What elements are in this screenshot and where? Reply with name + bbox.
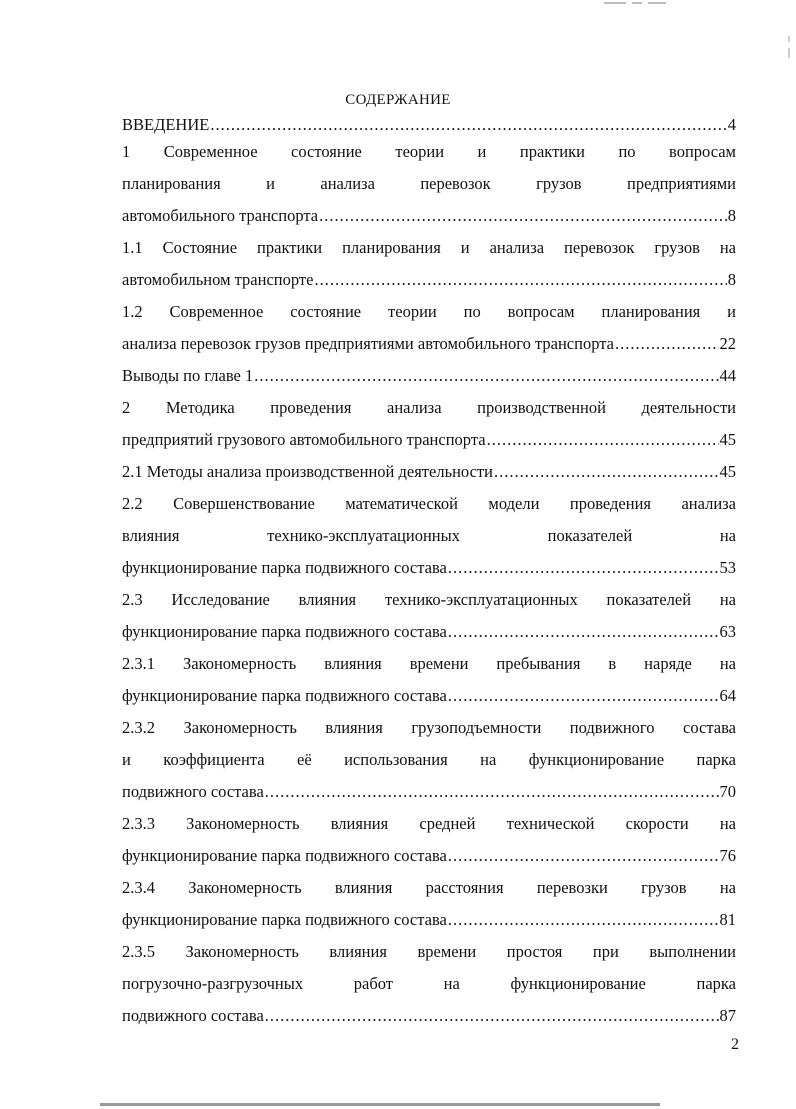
toc-entry-title: предприятий грузового автомобильного транспорта xyxy=(122,430,486,449)
toc-entry-text-line: и коэффициента её использования на функционирование парка xyxy=(122,750,736,769)
dot-leader xyxy=(448,616,719,648)
toc-page-number: 81 xyxy=(719,910,736,929)
toc-entry[interactable] xyxy=(122,936,736,1032)
dot-leader xyxy=(448,680,719,712)
toc-entry[interactable] xyxy=(122,872,736,936)
toc-entry-last-line xyxy=(122,114,736,136)
toc-entry-title: автомобильного транспорта xyxy=(122,206,319,225)
dot-leader xyxy=(265,1000,719,1032)
toc-entry-last-line xyxy=(122,904,736,936)
dot-leader xyxy=(314,264,726,296)
dot-leader xyxy=(487,424,719,456)
toc-entry-last-line xyxy=(122,680,736,712)
page-title: СОДЕРЖАНИЕ xyxy=(345,92,451,108)
scan-artifact-top-2 xyxy=(632,2,642,4)
toc-entry[interactable] xyxy=(122,296,736,360)
page-number: 2 xyxy=(731,1036,739,1053)
toc-entry-last-line xyxy=(122,456,736,488)
toc-entry[interactable] xyxy=(122,456,736,488)
scan-artifact-bottom xyxy=(100,1103,660,1106)
toc-entry-text-line: 2.2 Совершенствование математической модели проведения анализа xyxy=(122,494,736,513)
table-of-contents xyxy=(122,114,736,1032)
toc-entry[interactable] xyxy=(122,136,736,232)
toc-entry-title: функционирование парка подвижного состава xyxy=(122,558,447,577)
toc-entry-title: функционирование парка подвижного состава xyxy=(122,622,447,641)
toc-page-number: 64 xyxy=(719,686,736,705)
toc-page-number: 87 xyxy=(719,1006,736,1025)
toc-page-number: 22 xyxy=(719,334,736,353)
toc-entry[interactable] xyxy=(122,808,736,872)
toc-entry[interactable] xyxy=(122,488,736,584)
toc-entry-title: ВВЕДЕНИЕ xyxy=(122,115,210,134)
toc-entry-text-line: планирования и анализа перевозок грузов предприятиями xyxy=(122,174,736,193)
toc-entry-last-line xyxy=(122,360,736,392)
toc-entry-title: функционирование парка подвижного состава xyxy=(122,846,447,865)
toc-page-number: 8 xyxy=(727,270,736,289)
toc-entry-text-line: 2.3.2 Закономерность влияния грузоподъемности подвижного состава xyxy=(122,718,736,737)
toc-entry-title: подвижного состава xyxy=(122,782,264,801)
toc-page-number: 44 xyxy=(719,366,736,385)
dot-leader xyxy=(448,552,719,584)
toc-entry-text-line: 2 Методика проведения анализа производственной деятельности xyxy=(122,398,736,417)
toc-entry[interactable] xyxy=(122,232,736,296)
toc-page-number: 4 xyxy=(727,115,736,134)
toc-entry-text-line: влияния технико-эксплуатационных показателей на xyxy=(122,526,736,545)
dot-leader xyxy=(254,360,718,392)
dot-leader xyxy=(210,114,726,136)
toc-page-number: 76 xyxy=(719,846,736,865)
toc-entry-last-line xyxy=(122,616,736,648)
toc-entry[interactable] xyxy=(122,114,736,136)
toc-entry-text-line: 2.3.3 Закономерность влияния средней технической скорости на xyxy=(122,814,736,833)
scan-artifact-side-1 xyxy=(788,36,790,42)
toc-entry-text-line: 1.2 Современное состояние теории по вопросам планирования и xyxy=(122,302,736,321)
toc-entry-last-line xyxy=(122,264,736,296)
toc-page-number: 53 xyxy=(719,558,736,577)
toc-entry-last-line xyxy=(122,328,736,360)
toc-entry-title: подвижного состава xyxy=(122,1006,264,1025)
toc-entry-text-line: 1.1 Состояние практики планирования и анализа перевозок грузов на xyxy=(122,238,736,257)
toc-page-number: 63 xyxy=(719,622,736,641)
toc-entry-last-line xyxy=(122,840,736,872)
toc-entry-title: автомобильном транспорте xyxy=(122,270,314,289)
toc-entry-text-line: 2.3.1 Закономерность влияния времени пребывания в наряде на xyxy=(122,654,736,673)
toc-entry-last-line xyxy=(122,776,736,808)
toc-entry-text-line: 2.3 Исследование влияния технико-эксплуатационных показателей на xyxy=(122,590,736,609)
toc-entry-title: анализа перевозок грузов предприятиями автомобильного транспорта xyxy=(122,334,614,353)
toc-entry-title: функционирование парка подвижного состава xyxy=(122,910,447,929)
dot-leader xyxy=(319,200,727,232)
scan-artifact-side-2 xyxy=(788,48,790,58)
toc-entry[interactable] xyxy=(122,648,736,712)
toc-entry[interactable] xyxy=(122,360,736,392)
toc-entry-last-line xyxy=(122,1000,736,1032)
toc-entry-last-line xyxy=(122,424,736,456)
toc-entry-title: функционирование парка подвижного состава xyxy=(122,686,447,705)
dot-leader xyxy=(494,456,719,488)
toc-page-number: 70 xyxy=(719,782,736,801)
toc-entry-text-line: 2.3.4 Закономерность влияния расстояния перевозки грузов на xyxy=(122,878,736,897)
dot-leader xyxy=(448,840,719,872)
toc-entry-text-line: 1 Современное состояние теории и практики по вопросам xyxy=(122,142,736,161)
toc-entry[interactable] xyxy=(122,712,736,808)
toc-entry-last-line xyxy=(122,552,736,584)
scan-artifact-top-1 xyxy=(604,2,626,4)
scan-artifact-top-3 xyxy=(648,2,666,4)
dot-leader xyxy=(615,328,719,360)
toc-entry-text-line: погрузочно-разгрузочных работ на функционирование парка xyxy=(122,974,736,993)
dot-leader xyxy=(265,776,719,808)
toc-entry[interactable] xyxy=(122,584,736,648)
toc-entry-title: Выводы по главе 1 xyxy=(122,366,254,385)
toc-entry[interactable] xyxy=(122,392,736,456)
dot-leader xyxy=(448,904,719,936)
toc-entry-text-line: 2.3.5 Закономерность влияния времени простоя при выполнении xyxy=(122,942,736,961)
toc-page-number: 45 xyxy=(719,430,736,449)
toc-page-number: 8 xyxy=(727,206,736,225)
toc-page-number: 45 xyxy=(719,462,736,481)
toc-entry-title: 2.1 Методы анализа производственной деятельности xyxy=(122,462,493,481)
toc-entry-last-line xyxy=(122,200,736,232)
